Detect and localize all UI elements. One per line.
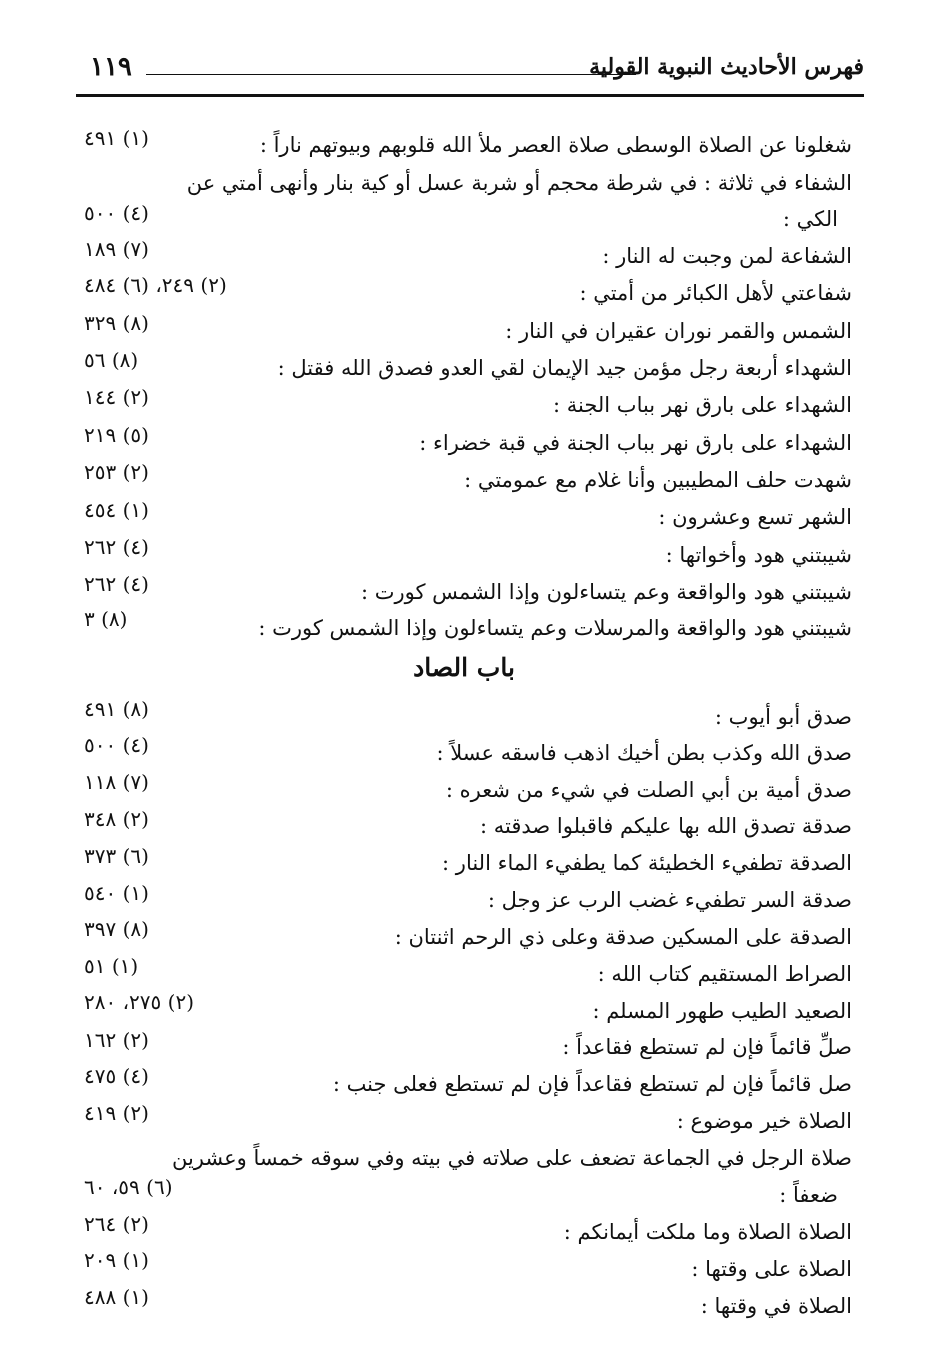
entry-reference: (٨) ٣٩٧ — [84, 917, 149, 941]
entry-text: الصعيد الطيب طهور المسلم : — [592, 999, 852, 1023]
entry-text: الشهداء أربعة رجل مؤمن جيد الإيمان لقي العدو فصدق الله فقتل : — [277, 356, 852, 380]
entry-text: الشفاعة لمن وجبت له النار : — [602, 244, 852, 268]
entry-reference: (٤) ٥٠٠ — [84, 201, 149, 225]
entry-text: شيبتني هود وأخواتها : — [665, 543, 852, 567]
entry-reference: (٧) ١١٨ — [84, 770, 149, 794]
entry-text: الصراط المستقيم كتاب الله : — [597, 962, 852, 986]
entry-reference: (٨) ٤٩١ — [84, 697, 149, 721]
header-rule-thin — [146, 74, 636, 75]
entry-reference: (٤) ٢٦٢ — [84, 535, 149, 559]
entry-text: صلِّ قائماً فإن لم تستطع فقاعداً : — [562, 1035, 852, 1059]
entry-text: الشهر تسع وعشرون : — [658, 505, 852, 529]
entry-reference: (٢) ٢٥٣ — [84, 460, 149, 484]
running-title: فهرس الأحاديث النبوية القولية — [589, 54, 864, 80]
entry-reference: (٤) ٤٧٥ — [84, 1064, 149, 1088]
entry-text: الشهداء على بارق نهر بباب الجنة : — [552, 393, 852, 417]
entry-text: الصلاة في وقتها : — [700, 1294, 852, 1318]
entry-reference: (١) ٤٩١ — [84, 126, 149, 150]
section-heading: باب الصاد — [413, 653, 515, 682]
entry-reference: (١) ٥٤٠ — [84, 881, 149, 905]
entry-text: شفاعتي لأهل الكبائر من أمتي : — [579, 281, 852, 305]
entry-text: الصلاة على وقتها : — [691, 1257, 852, 1281]
entry-reference: (٢) ١٦٢ — [84, 1028, 149, 1052]
entry-text: الصدقة تطفيء الخطيئة كما يطفيء الماء النار : — [442, 851, 852, 875]
entry-text: الصلاة الصلاة وما ملكت أيمانكم : — [563, 1220, 852, 1244]
entry-text-continuation: الكي : — [782, 207, 838, 231]
page-header — [76, 52, 864, 98]
entry-reference: (٨) ٣٢٩ — [84, 311, 149, 335]
entry-text: صلاة الرجل في الجماعة تضعف على صلاته في بيته وفي سوقه خمساً وعشرين — [171, 1146, 852, 1170]
entry-reference: (١) ٤٨٨ — [84, 1285, 149, 1309]
entry-reference: (٤) ٥٠٠ — [84, 733, 149, 757]
entry-reference: (٦) ٣٧٣ — [84, 844, 149, 868]
entry-text: الصدقة على المسكين صدقة وعلى ذي الرحم اثنتان : — [394, 925, 852, 949]
entry-reference: (٦) ٥٩، ٦٠ — [84, 1175, 173, 1199]
entry-reference: (٨) ٥٦ — [84, 348, 139, 372]
entry-text: صدق أبو أيوب : — [714, 705, 852, 729]
entry-reference: (٧) ١٨٩ — [84, 237, 149, 261]
entry-text: صدق أمية بن أبي الصلت في شيء من شعره : — [445, 778, 852, 802]
entry-text: الصلاة خير موضوع : — [676, 1109, 852, 1133]
entry-text: صدق الله وكذب بطن أخيك اذهب فاسقه عسلاً : — [436, 741, 852, 765]
entry-text: شيبتني هود والواقعة والمرسلات وعم يتساءلون وإذا الشمس كورت : — [258, 616, 852, 640]
entry-text: شهدت حلف المطيبين وأنا غلام مع عمومتي : — [464, 468, 852, 492]
entry-text: شغلونا عن الصلاة الوسطى صلاة العصر ملأ الله قلوبهم وبيوتهم ناراً : — [259, 133, 852, 157]
entry-text-continuation: ضعفاً : — [779, 1183, 838, 1207]
entry-reference: (١) ٢٠٩ — [84, 1248, 149, 1272]
entry-reference: (٢) ١٤٤ — [84, 385, 149, 409]
header-rule-thick — [76, 94, 864, 97]
entry-reference: (٢) ٢٤٩، (٦) ٤٨٤ — [84, 273, 227, 297]
entry-text: صدقة تصدق الله بها عليكم فاقبلوا صدقته : — [479, 814, 852, 838]
entry-reference: (٢) ٢٧٥، ٢٨٠ — [84, 990, 195, 1014]
entry-reference: (٥) ٢١٩ — [84, 423, 149, 447]
entry-reference: (٢) ٤١٩ — [84, 1101, 149, 1125]
entry-reference: (١) ٥١ — [84, 954, 139, 978]
entry-reference: (١) ٤٥٤ — [84, 498, 149, 522]
entry-reference: (٨) ٣ — [84, 607, 128, 631]
entry-text: الشمس والقمر نوران عقيران في النار : — [505, 319, 852, 343]
entry-reference: (٢) ٢٦٤ — [84, 1212, 149, 1236]
entry-text: الشفاء في ثلاثة : في شرطة محجم أو شربة عسل أو كية بنار وأنهى أمتي عن — [186, 171, 852, 195]
page-number: ١١٩ — [90, 52, 132, 82]
entry-text: الشهداء على بارق نهر بباب الجنة في قبة خضراء : — [419, 431, 852, 455]
entry-text: شيبتني هود والواقعة وعم يتساءلون وإذا الشمس كورت : — [361, 580, 852, 604]
entry-reference: (٤) ٢٦٢ — [84, 572, 149, 596]
entry-text: صدقة السر تطفيء غضب الرب عز وجل : — [487, 888, 852, 912]
entry-reference: (٢) ٣٤٨ — [84, 807, 149, 831]
entry-text: صل قائماً فإن لم تستطع فقاعداً فإن لم تستطع فعلى جنب : — [332, 1072, 852, 1096]
